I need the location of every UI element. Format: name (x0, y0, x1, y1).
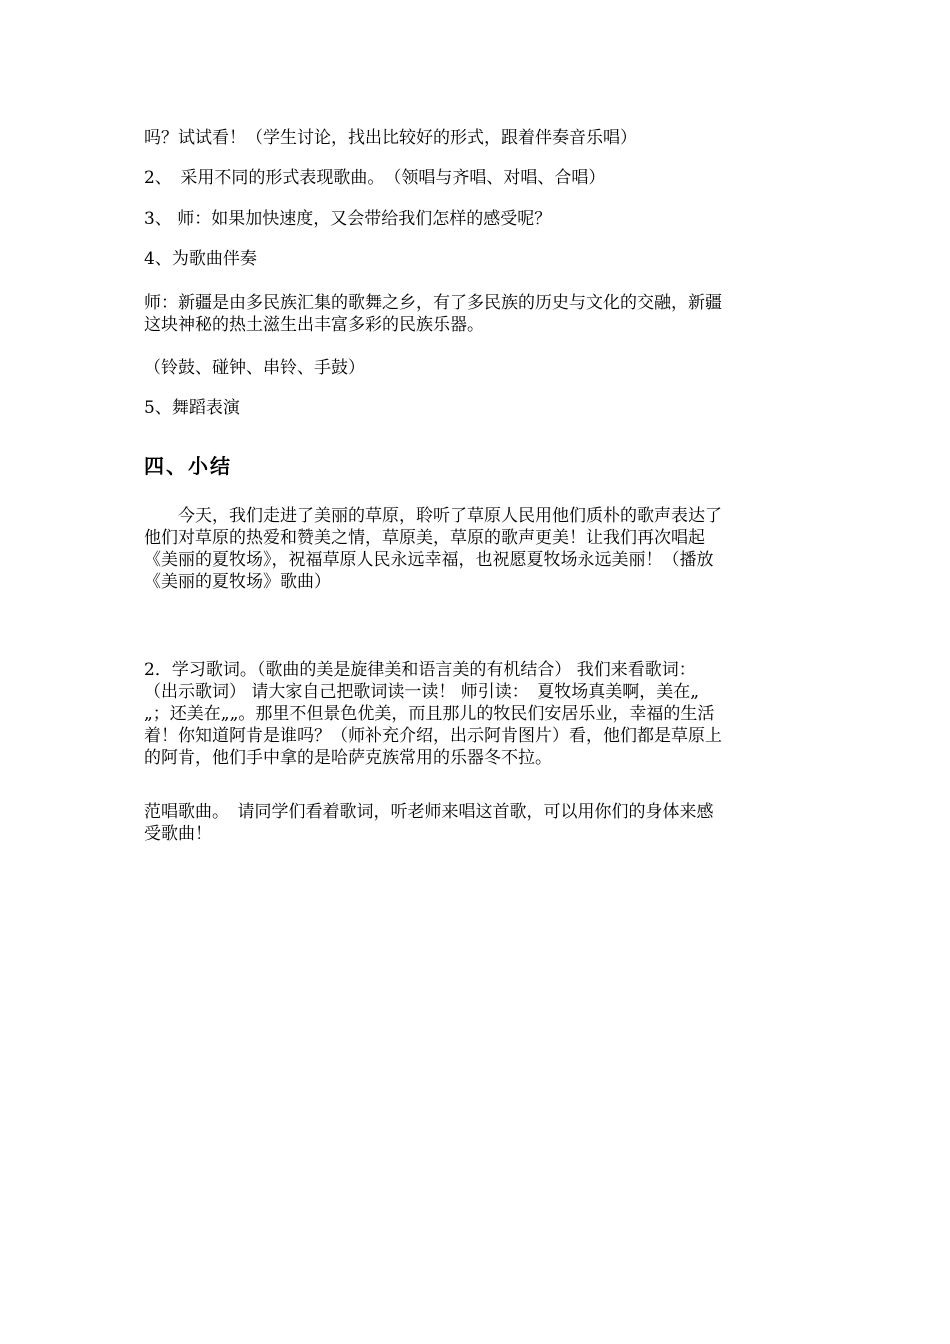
paragraph-step-2 (144, 167, 808, 189)
paragraph-step-4 (144, 248, 808, 270)
text-line: （铃鼓、碰钟、串铃、手鼓） (144, 358, 365, 378)
paragraph-summary (144, 505, 808, 593)
text-line: 今天，我们走进了美丽的草原，聆听了草原人民用他们质朴的歌声表达了 (161, 506, 722, 526)
text-line: „；还美在„„。那里不但景色优美，而且那儿的牧民们安居乐业，幸福的生活 (144, 704, 715, 724)
text-line: 师：新疆是由多民族汇集的歌舞之乡，有了多民族的历史与文化的交融，新疆 (144, 293, 722, 313)
paragraph-xinjiang (144, 292, 808, 336)
text-line: 2、 采用不同的形式表现歌曲。 （领唱与齐唱、对唱、合唱） (144, 168, 606, 188)
text-line: 吗？试试看！（学生讨论，找出比较好的形式，跟着伴奏音乐唱） (144, 128, 637, 148)
text-line: 《美丽的夏牧场》歌曲） (144, 572, 331, 592)
text-line: 这块神秘的热土滋生出丰富多彩的民族乐器。 (144, 315, 484, 335)
text-line: 范唱歌曲。 请同学们看着歌词，听老师来唱这首歌，可以用你们的身体来感 (144, 802, 714, 822)
text-line: 3、 师：如果加快速度，又会带给我们怎样的感受呢？ (144, 209, 552, 229)
paragraph-step-3 (144, 208, 808, 230)
text-line: 着！你知道阿肯是谁吗？（师补充介绍，出示阿肯图片）看，他们都是草原上 (144, 726, 722, 746)
text-line: 2．学习歌词。（歌曲的美是旋律美和语言美的有机结合） 我们来看歌词： (144, 660, 696, 680)
paragraph-demo-singing (144, 801, 808, 845)
paragraph-instruments (144, 357, 808, 379)
paragraph-step-5 (144, 397, 808, 419)
text-line: 的阿肯，他们手中拿的是哈萨克族常用的乐器冬不拉。 (144, 748, 552, 768)
paragraph-lyrics (144, 659, 808, 769)
text-line: 他们对草原的热爱和赞美之情，草原美，草原的歌声更美！让我们再次唱起 (144, 528, 705, 548)
section-heading: 四、小结 (144, 454, 232, 478)
text-line: 5、舞蹈表演 (144, 398, 240, 418)
paragraph-try-it (144, 127, 808, 149)
text-line: 《美丽的夏牧场》，祝福草原人民永远幸福，也祝愿夏牧场永远美丽！（播放 (144, 550, 714, 570)
text-line: 受歌曲！ (144, 824, 212, 844)
text-line: 4、为歌曲伴奏 (144, 249, 257, 269)
text-line: （出示歌词） 请大家自己把歌词读一读！ 师引读： 夏牧场真美啊，美在„ (144, 682, 700, 702)
